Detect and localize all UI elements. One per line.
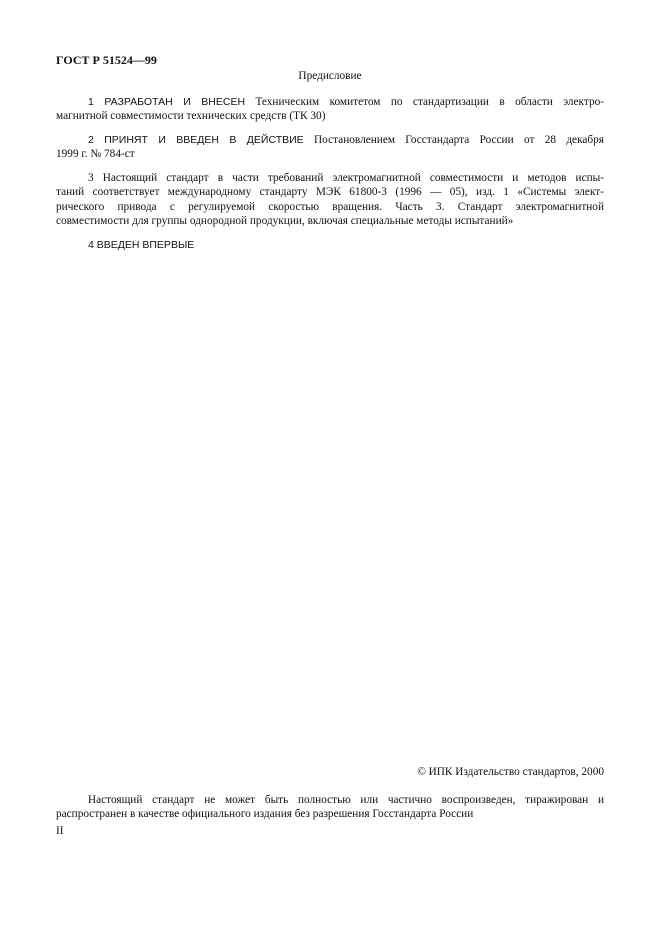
paragraph-text: 1999 г. № 784-ст: [56, 148, 135, 161]
paragraph-text: Техническим комитетом по стандартизации в области электро-: [245, 96, 604, 108]
paragraph-lead: 4 ВВЕДЕН ВПЕРВЫЕ: [88, 239, 195, 251]
copyright: © ИПК Издательство стандартов, 2000: [417, 766, 604, 778]
paragraph-3: [56, 171, 604, 228]
paragraph-1: [56, 95, 604, 124]
page-number: II: [56, 825, 64, 837]
paragraph-text: рического привода с регулируемой скоростью вращения. Часть 3. Стандарт электромагнитной: [56, 200, 604, 213]
paragraph-text: 3 Настоящий стандарт в части требований электромагнитной совместимости и методов испы-: [88, 172, 604, 184]
paragraph-text: магнитной совместимости технических средств (ТК 30): [56, 110, 326, 123]
paragraph-2: [56, 133, 604, 162]
notice: [56, 793, 604, 822]
notice-text: распространен в качестве официального издания без разрешения Госстандарта России: [56, 808, 474, 821]
section-title: Предисловие: [298, 70, 362, 82]
document-header: ГОСТ Р 51524—99: [56, 53, 157, 67]
paragraph-lead: 2 ПРИНЯТ И ВВЕДЕН В ДЕЙСТВИЕ: [88, 134, 304, 146]
paragraph-text: совместимости для группы однородной продукции, включая специальные методы испытаний»: [56, 214, 514, 227]
paragraph-4: [56, 238, 604, 252]
paragraph-text: таний соответствует международному стандарту МЭК 61800-3 (1996 — 05), изд. 1 «Системы элект-: [56, 186, 604, 199]
notice-text: Настоящий стандарт не может быть полностью или частично воспроизведен, тиражирован и: [88, 794, 604, 806]
paragraph-text: Постановлением Госстандарта России от 28 декабря: [303, 134, 604, 146]
paragraph-lead: 1 РАЗРАБОТАН И ВНЕСЕН: [88, 96, 246, 108]
